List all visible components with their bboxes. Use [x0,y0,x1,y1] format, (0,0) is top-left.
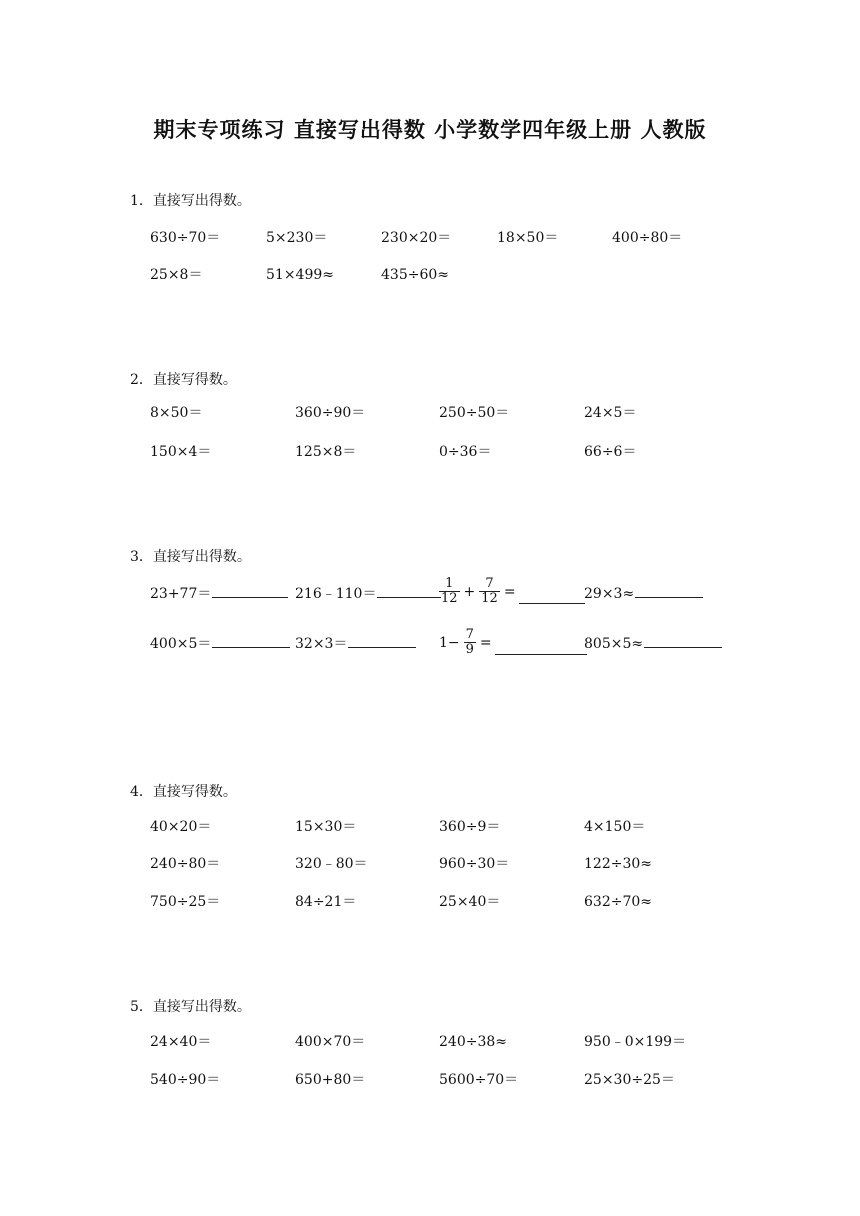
fraction-numerator: 1 [445,576,454,591]
fraction-denominator: 12 [441,591,458,606]
answer-blank[interactable] [212,633,290,648]
q4-problem: 15×30＝ [295,819,357,835]
q4-problem: 360÷9＝ [439,819,501,835]
q4-problem: 122÷30≈ [584,856,652,872]
q5-problem: 540÷90＝ [150,1072,221,1088]
q3-expression: 216﹣110＝ [295,586,377,602]
answer-blank[interactable] [495,640,587,655]
answer-blank[interactable] [348,633,416,648]
q5-problem: 650+80＝ [295,1072,366,1088]
plus-sign: + [463,583,476,600]
q5-problem: 950﹣0×199＝ [584,1034,687,1050]
q2-problem: 360÷90＝ [295,405,366,421]
q5-problem: 25×30÷25＝ [584,1072,675,1088]
q3-fraction-problem [439,628,587,657]
q1-problem: 25×8＝ [150,267,203,283]
q4-problem: 25×40＝ [439,894,501,910]
q2-problem: 66÷6＝ [584,444,637,460]
fraction-denominator: 9 [465,642,474,657]
fraction-denominator: 12 [481,591,498,606]
q2-problem: 250÷50＝ [439,405,510,421]
q4-problem: 84÷21＝ [295,894,357,910]
answer-blank[interactable] [644,633,722,648]
q3-fraction-problem [437,577,585,606]
q3-problem [295,583,441,603]
q1-problem: 630÷70＝ [150,230,221,246]
fraction-numerator: 7 [485,576,494,591]
q1-problem: 435÷60≈ [381,267,449,283]
answer-blank[interactable] [635,583,703,598]
fraction [464,628,476,657]
q3-expression: 400×5＝ [150,636,212,652]
answer-blank[interactable] [212,583,288,598]
q1-problem: 18×50＝ [497,230,559,246]
question-2-heading: 2．直接写得数。 [130,372,237,388]
q2-problem: 0÷36＝ [439,444,492,460]
q2-problem: 24×5＝ [584,405,637,421]
q3-expression: 805×5≈ [584,636,644,652]
equals-sign: = [479,634,492,651]
q5-problem: 24×40＝ [150,1034,212,1050]
q3-problem [150,583,288,603]
q2-problem: 125×8＝ [295,444,357,460]
q4-problem: 750÷25＝ [150,894,221,910]
q4-problem: 40×20＝ [150,819,212,835]
q3-expression: 29×3≈ [584,586,635,602]
q5-problem: 400×70＝ [295,1034,366,1050]
q1-problem: 5×230＝ [266,230,328,246]
answer-blank[interactable] [519,589,585,604]
q3-problem [584,633,722,653]
question-3-heading: 3．直接写出得数。 [130,549,251,565]
q1-problem: 230×20＝ [381,230,452,246]
q1-problem: 51×499≈ [266,267,334,283]
q4-problem: 320﹣80＝ [295,856,368,872]
answer-blank[interactable] [377,583,441,598]
fraction-numerator: 7 [465,627,474,642]
page-title: 期末专项练习 直接写出得数 小学数学四年级上册 人教版 [153,117,707,142]
q4-problem: 960÷30＝ [439,856,510,872]
one-minus: 1− [439,634,460,651]
q1-problem: 400÷80＝ [612,230,683,246]
q2-problem: 150×4＝ [150,444,212,460]
equals-sign: = [503,583,516,600]
q3-expression: 23+77＝ [150,586,212,602]
q3-problem [584,583,703,603]
q5-problem: 5600÷70＝ [439,1072,519,1088]
q3-problem [295,633,416,653]
q3-problem [150,633,290,653]
q2-problem: 8×50＝ [150,405,203,421]
question-5-heading: 5．直接写出得数。 [130,999,251,1015]
q4-problem: 240÷80＝ [150,856,221,872]
q4-problem: 632÷70≈ [584,894,652,910]
q5-problem: 240÷38≈ [439,1034,507,1050]
fraction [439,577,460,606]
question-1-heading: 1．直接写出得数。 [130,193,251,209]
q3-expression: 32×3＝ [295,636,348,652]
q4-problem: 4×150＝ [584,819,646,835]
question-4-heading: 4．直接写得数。 [130,784,237,800]
fraction [479,577,500,606]
